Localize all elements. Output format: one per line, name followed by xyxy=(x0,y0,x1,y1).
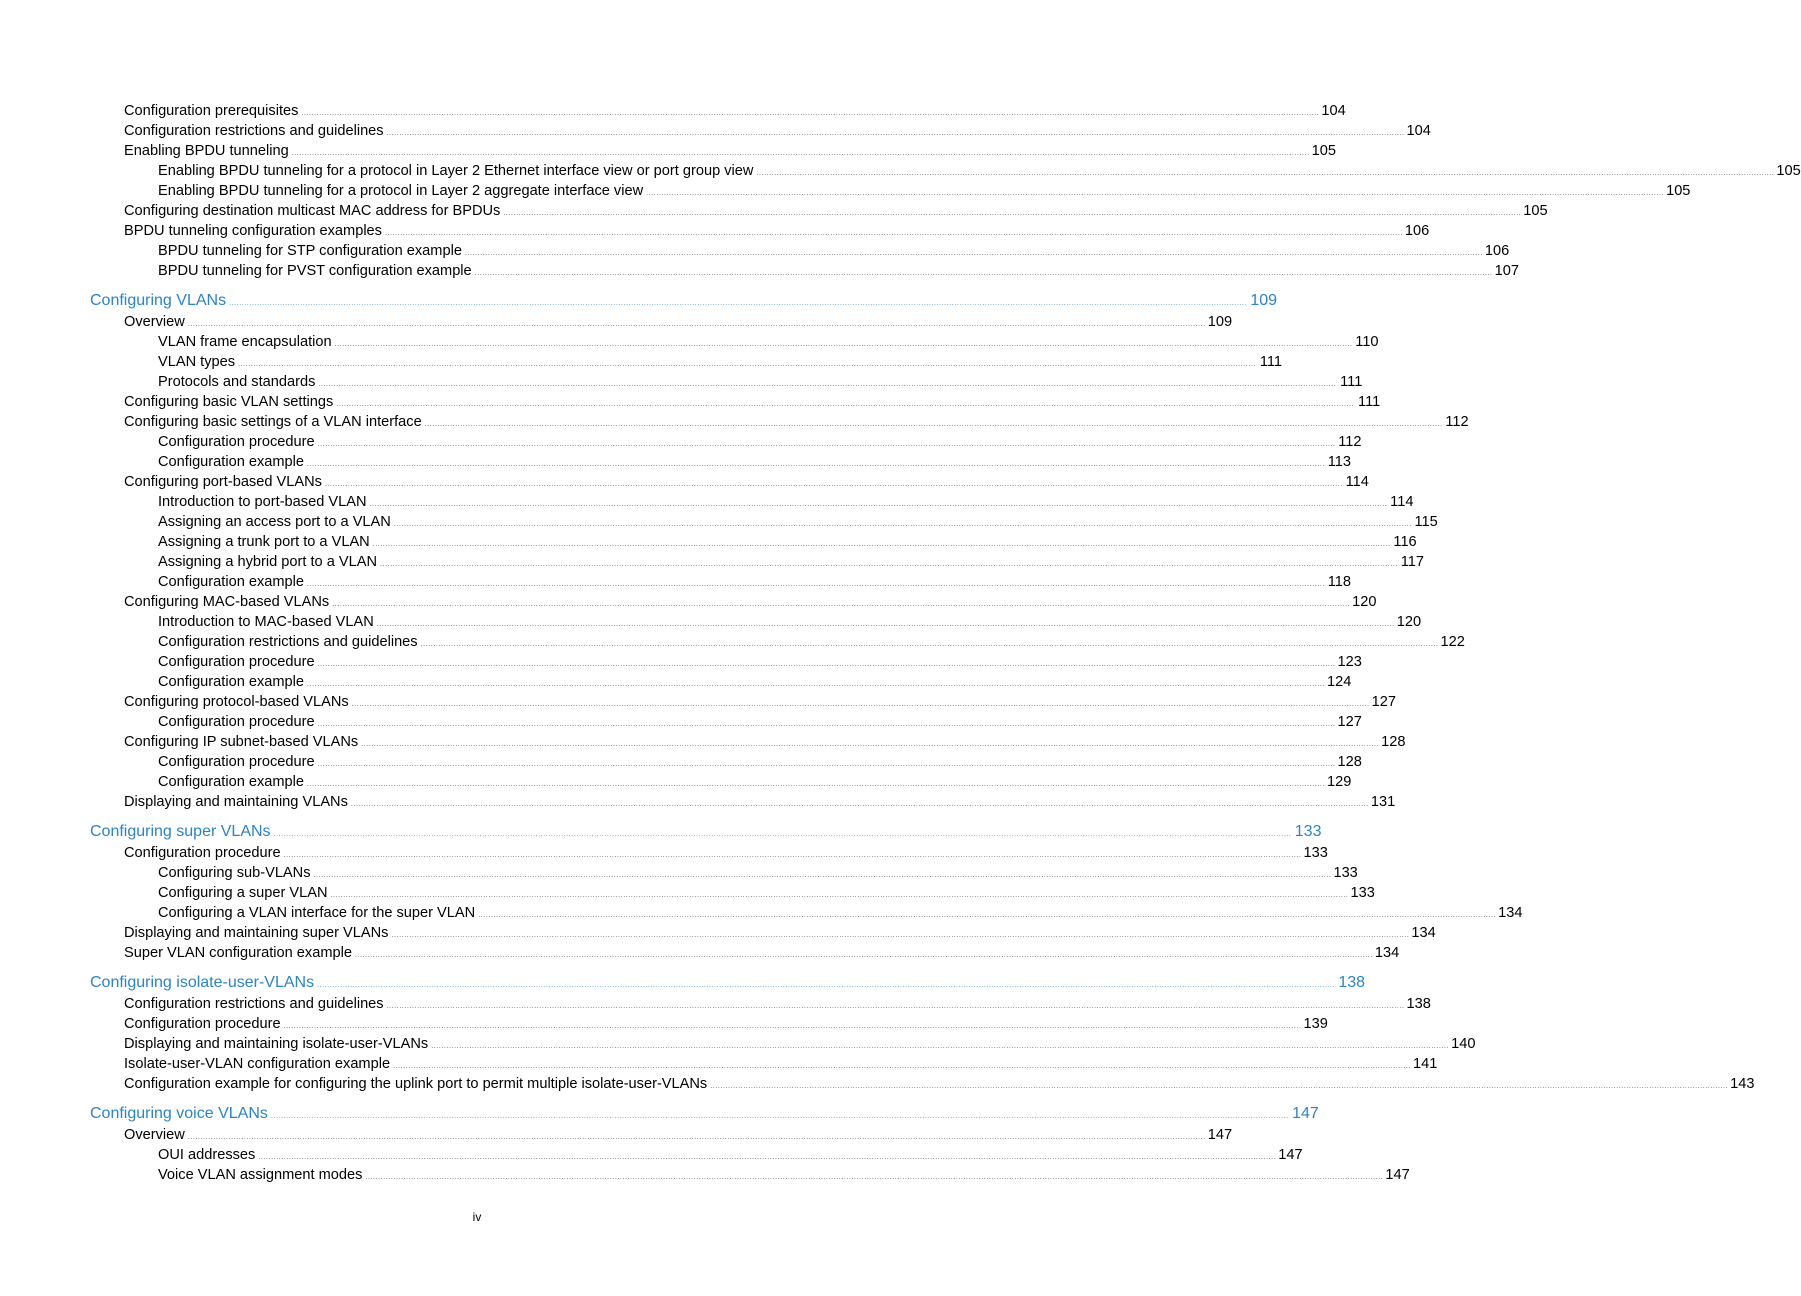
toc-entry-title: Configuration example xyxy=(158,454,305,470)
toc-entry-title: Displaying and maintaining super VLANs xyxy=(124,925,389,941)
toc-entry[interactable] xyxy=(158,241,1510,261)
toc-entry-page: 111 xyxy=(1358,394,1381,410)
dot-leader: ................................................................................................................................................................................................................................................................................................................................................................................................................ xyxy=(365,1174,1384,1181)
dot-leader: ................................................................................................................................................................................................................................................................................................................................................................................................................ xyxy=(756,170,1775,177)
dot-leader: ................................................................................................................................................................................................................................................................................................................................................................................................................ xyxy=(336,401,1355,408)
toc-entry-title: BPDU tunneling for PVST configuration example xyxy=(158,263,472,279)
toc-entry[interactable] xyxy=(158,572,1351,592)
dot-leader: ................................................................................................................................................................................................................................................................................................................................................................................................................ xyxy=(258,1154,1277,1161)
dot-leader: ................................................................................................................................................................................................................................................................................................................................................................................................................ xyxy=(187,321,1206,328)
dot-leader: ................................................................................................................................................................................................................................................................................................................................................................................................................ xyxy=(372,541,1391,548)
toc-entry-page: 117 xyxy=(1400,554,1424,570)
dot-leader: ................................................................................................................................................................................................................................................................................................................................................................................................................ xyxy=(386,1003,1405,1010)
dot-leader: ................................................................................................................................................................................................................................................................................................................................................................................................................ xyxy=(318,381,1337,388)
toc-entry-page: 107 xyxy=(1494,263,1519,279)
toc-entry-title: Configuring super VLANs xyxy=(90,823,271,840)
toc-entry[interactable] xyxy=(124,201,1548,221)
toc-entry-title: Configuring basic settings of a VLAN interface xyxy=(124,414,422,430)
toc-entry-title: Configuration example for configuring the uplink port to permit multiple isolate-user-VLANs xyxy=(124,1076,708,1092)
toc-entry-title: Super VLAN configuration example xyxy=(124,945,352,961)
dot-leader: ................................................................................................................................................................................................................................................................................................................................................................................................................ xyxy=(317,982,1336,989)
toc-entry[interactable] xyxy=(158,672,1352,692)
toc-entry[interactable] xyxy=(124,101,1346,121)
toc-entry-page: 115 xyxy=(1414,514,1438,530)
toc-entry-title: Configuration procedure xyxy=(158,754,315,770)
toc-entry-title: Configuring isolate-user-VLANs xyxy=(90,974,315,991)
dot-leader: ................................................................................................................................................................................................................................................................................................................................................................................................................ xyxy=(238,361,1256,368)
dot-leader: ................................................................................................................................................................................................................................................................................................................................................................................................................ xyxy=(380,561,1398,568)
toc-entry-page: 133 xyxy=(1350,885,1375,901)
toc-entry-title: Configuring basic VLAN settings xyxy=(124,394,334,410)
toc-entry-page: 139 xyxy=(1303,1016,1328,1032)
toc-entry[interactable] xyxy=(158,161,1801,181)
toc-entry-title: VLAN frame encapsulation xyxy=(158,334,332,350)
toc-entry-title: Voice VLAN assignment modes xyxy=(158,1167,363,1183)
toc-entry-page: 133 xyxy=(1294,823,1322,840)
toc-entry-page: 105 xyxy=(1776,163,1801,179)
toc-entry[interactable] xyxy=(124,923,1436,943)
toc-entry-page: 114 xyxy=(1390,494,1414,510)
dot-leader: ................................................................................................................................................................................................................................................................................................................................................................................................................ xyxy=(301,110,1320,117)
dot-leader: ................................................................................................................................................................................................................................................................................................................................................................................................................ xyxy=(503,210,1522,217)
toc-entry-title: Configuring IP subnet-based VLANs xyxy=(124,734,359,750)
toc-entry[interactable] xyxy=(158,261,1519,281)
toc-entry-page: 106 xyxy=(1404,223,1430,239)
toc-entry-page: 131 xyxy=(1370,794,1396,810)
dot-leader: ................................................................................................................................................................................................................................................................................................................................................................................................................ xyxy=(307,581,1325,588)
dot-leader: ................................................................................................................................................................................................................................................................................................................................................................................................................ xyxy=(384,230,1403,237)
toc-entry-title: Configuring sub-VLANs xyxy=(158,865,311,881)
dot-leader: ................................................................................................................................................................................................................................................................................................................................................................................................................ xyxy=(324,481,1343,488)
dot-leader: ................................................................................................................................................................................................................................................................................................................................................................................................................ xyxy=(273,831,1292,838)
toc-entry-page: 109 xyxy=(1207,314,1233,330)
toc-entry[interactable] xyxy=(124,994,1431,1014)
dot-leader: ................................................................................................................................................................................................................................................................................................................................................................................................................ xyxy=(431,1043,1450,1050)
toc-entry-title: Configuring voice VLANs xyxy=(90,1105,268,1122)
toc-entry-page: 134 xyxy=(1411,925,1436,941)
toc-entry-title: Configuration procedure xyxy=(124,845,281,861)
toc-entry-page: 147 xyxy=(1207,1127,1233,1143)
toc-entry[interactable] xyxy=(124,943,1400,963)
toc-entry[interactable] xyxy=(158,863,1358,883)
toc-entry-title: Configuration procedure xyxy=(124,1016,281,1032)
toc-entry[interactable] xyxy=(124,843,1328,863)
toc-entry-title: Configuration prerequisites xyxy=(124,103,299,119)
toc-entry[interactable] xyxy=(158,1145,1303,1165)
dot-leader: ................................................................................................................................................................................................................................................................................................................................................................................................................ xyxy=(330,892,1349,899)
toc-entry-page: 134 xyxy=(1498,905,1523,921)
toc-entry-page: 112 xyxy=(1445,414,1469,430)
toc-entry[interactable] xyxy=(158,452,1351,472)
toc-entry-page: 116 xyxy=(1393,534,1417,550)
toc-entry-page: 111 xyxy=(1259,354,1282,370)
toc-entry-title: Configuring a super VLAN xyxy=(158,885,328,901)
toc-entry[interactable] xyxy=(158,552,1424,572)
toc-entry-page: 127 xyxy=(1371,694,1397,710)
toc-entry-title: Assigning an access port to a VLAN xyxy=(158,514,391,530)
toc-entry[interactable] xyxy=(158,772,1352,792)
toc-entry-title: Configuration restrictions and guidelines xyxy=(124,996,384,1012)
dot-leader: ................................................................................................................................................................................................................................................................................................................................................................................................................ xyxy=(420,641,1439,648)
toc-chapter-entry[interactable] xyxy=(90,973,1366,993)
toc-entry-title: Enabling BPDU tunneling for a protocol in Layer 2 Ethernet interface view or port group view xyxy=(158,163,754,179)
dot-leader: ................................................................................................................................................................................................................................................................................................................................................................................................................ xyxy=(313,872,1332,879)
dot-leader: ................................................................................................................................................................................................................................................................................................................................................................................................................ xyxy=(393,521,1412,528)
dot-leader: ................................................................................................................................................................................................................................................................................................................................................................................................................ xyxy=(351,701,1370,708)
dot-leader: ................................................................................................................................................................................................................................................................................................................................................................................................................ xyxy=(317,761,1336,768)
toc-entry[interactable] xyxy=(124,141,1336,161)
toc-entry-title: Displaying and maintaining isolate-user-VLANs xyxy=(124,1036,429,1052)
toc-entry[interactable] xyxy=(124,792,1396,812)
toc-entry[interactable] xyxy=(158,612,1422,632)
toc-entry-title: Enabling BPDU tunneling xyxy=(124,143,289,159)
dot-leader: ................................................................................................................................................................................................................................................................................................................................................................................................................ xyxy=(229,300,1248,307)
toc-entry[interactable] xyxy=(124,412,1469,432)
dot-leader: ................................................................................................................................................................................................................................................................................................................................................................................................................ xyxy=(354,952,1373,959)
toc-entry[interactable] xyxy=(124,392,1381,412)
toc-entry-title: Configuring MAC-based VLANs xyxy=(124,594,330,610)
toc-entry-title: BPDU tunneling for STP configuration example xyxy=(158,243,462,259)
toc-entry[interactable] xyxy=(124,1014,1328,1034)
dot-leader: ................................................................................................................................................................................................................................................................................................................................................................................................................ xyxy=(283,1023,1302,1030)
toc-entry[interactable] xyxy=(158,332,1379,352)
dot-leader: ................................................................................................................................................................................................................................................................................................................................................................................................................ xyxy=(710,1083,1729,1090)
toc-entry-page: 106 xyxy=(1484,243,1510,259)
toc-entry-title: Configuration restrictions and guidelines xyxy=(158,634,418,650)
toc-entry-title: BPDU tunneling configuration examples xyxy=(124,223,382,239)
dot-leader: ................................................................................................................................................................................................................................................................................................................................................................................................................ xyxy=(317,441,1336,448)
dot-leader: ................................................................................................................................................................................................................................................................................................................................................................................................................ xyxy=(307,681,1325,688)
toc-entry-page: 147 xyxy=(1385,1167,1410,1183)
toc-entry-page: 123 xyxy=(1337,654,1362,670)
toc-entry-page: 105 xyxy=(1311,143,1336,159)
toc-entry-title: Configuration restrictions and guidelines xyxy=(124,123,384,139)
toc-chapter-entry[interactable] xyxy=(90,291,1278,311)
toc-entry[interactable] xyxy=(158,492,1414,512)
toc-entry-title: OUI addresses xyxy=(158,1147,256,1163)
toc-entry-title: Isolate-user-VLAN configuration example xyxy=(124,1056,391,1072)
toc-entry[interactable] xyxy=(158,432,1362,452)
toc-entry-page: 118 xyxy=(1327,574,1351,590)
toc-entry[interactable] xyxy=(124,592,1377,612)
dot-leader: ................................................................................................................................................................................................................................................................................................................................................................................................................ xyxy=(646,190,1665,197)
toc-entry-title: Overview xyxy=(124,314,185,330)
dot-leader: ................................................................................................................................................................................................................................................................................................................................................................................................................ xyxy=(270,1113,1289,1120)
toc-entry-page: 134 xyxy=(1374,945,1400,961)
toc-entry-title: Assigning a trunk port to a VLAN xyxy=(158,534,370,550)
toc-entry-title: Assigning a hybrid port to a VLAN xyxy=(158,554,378,570)
toc-entry-page: 109 xyxy=(1250,292,1278,309)
toc-entry[interactable] xyxy=(124,1034,1476,1054)
toc-entry-page: 129 xyxy=(1326,774,1352,790)
dot-leader: ................................................................................................................................................................................................................................................................................................................................................................................................................ xyxy=(350,801,1369,808)
toc-entry-page: 124 xyxy=(1326,674,1352,690)
toc-entry-title: Configuration procedure xyxy=(158,654,315,670)
toc-entry[interactable] xyxy=(158,752,1362,772)
toc-entry-title: Introduction to port-based VLAN xyxy=(158,494,367,510)
toc-entry[interactable] xyxy=(124,732,1406,752)
page-number: iv xyxy=(472,1210,482,1224)
toc-entry-title: Displaying and maintaining VLANs xyxy=(124,794,348,810)
toc-entry[interactable] xyxy=(158,1165,1410,1185)
toc-entry-page: 141 xyxy=(1413,1056,1438,1072)
dot-leader: ................................................................................................................................................................................................................................................................................................................................................................................................................ xyxy=(391,932,1410,939)
toc-entry-page: 113 xyxy=(1327,454,1351,470)
toc-entry-title: Configuration example xyxy=(158,574,305,590)
dot-leader: ................................................................................................................................................................................................................................................................................................................................................................................................................ xyxy=(307,781,1325,788)
toc-entry[interactable] xyxy=(124,1054,1438,1074)
toc-entry-page: 128 xyxy=(1337,754,1362,770)
toc-entry-title: Introduction to MAC-based VLAN xyxy=(158,614,374,630)
toc-entry[interactable] xyxy=(158,652,1362,672)
dot-leader: ................................................................................................................................................................................................................................................................................................................................................................................................................ xyxy=(187,1134,1206,1141)
toc-entry[interactable] xyxy=(158,512,1438,532)
toc-entry-page: 140 xyxy=(1451,1036,1476,1052)
toc-entry-page: 138 xyxy=(1406,996,1431,1012)
toc-entry-page: 114 xyxy=(1345,474,1369,490)
dot-leader: ................................................................................................................................................................................................................................................................................................................................................................................................................ xyxy=(291,150,1310,157)
toc-entry[interactable] xyxy=(124,312,1233,332)
toc-entry-page: 138 xyxy=(1338,974,1366,991)
toc-entry-page: 105 xyxy=(1523,203,1548,219)
toc-entry[interactable] xyxy=(158,352,1282,372)
toc-entry[interactable] xyxy=(124,121,1431,141)
toc-entry-title: Configuration procedure xyxy=(158,434,315,450)
toc-entry-title: Configuring VLANs xyxy=(90,292,227,309)
dot-leader: ................................................................................................................................................................................................................................................................................................................................................................................................................ xyxy=(464,250,1483,257)
toc-entry[interactable] xyxy=(158,181,1691,201)
toc-entry[interactable] xyxy=(124,1074,1755,1094)
toc-entry-page: 112 xyxy=(1338,434,1362,450)
toc-entry-title: Configuring port-based VLANs xyxy=(124,474,322,490)
toc-chapter-entry[interactable] xyxy=(90,822,1322,842)
dot-leader: ................................................................................................................................................................................................................................................................................................................................................................................................................ xyxy=(361,741,1380,748)
dot-leader: ................................................................................................................................................................................................................................................................................................................................................................................................................ xyxy=(317,721,1336,728)
toc-entry-title: Configuration procedure xyxy=(158,714,315,730)
toc-entry-title: Configuration example xyxy=(158,674,305,690)
dot-leader: ................................................................................................................................................................................................................................................................................................................................................................................................................ xyxy=(369,501,1388,508)
dot-leader: ................................................................................................................................................................................................................................................................................................................................................................................................................ xyxy=(424,421,1443,428)
toc-entry-page: 105 xyxy=(1666,183,1691,199)
toc-entry[interactable] xyxy=(124,692,1397,712)
dot-leader: ................................................................................................................................................................................................................................................................................................................................................................................................................ xyxy=(307,461,1325,468)
toc-entry-page: 120 xyxy=(1396,614,1422,630)
toc-entry[interactable] xyxy=(158,632,1465,652)
dot-leader: ................................................................................................................................................................................................................................................................................................................................................................................................................ xyxy=(334,341,1353,348)
toc-entry-page: 133 xyxy=(1333,865,1358,881)
toc-entry-page: 147 xyxy=(1278,1147,1303,1163)
toc-entry-page: 111 xyxy=(1340,374,1363,390)
toc-entry[interactable] xyxy=(158,532,1417,552)
toc-entry-page: 120 xyxy=(1352,594,1377,610)
toc-entry-title: Configuring protocol-based VLANs xyxy=(124,694,349,710)
dot-leader: ................................................................................................................................................................................................................................................................................................................................................................................................................ xyxy=(478,912,1497,919)
toc-entry-page: 143 xyxy=(1730,1076,1755,1092)
dot-leader: ................................................................................................................................................................................................................................................................................................................................................................................................................ xyxy=(317,661,1336,668)
toc-entry-page: 104 xyxy=(1406,123,1431,139)
dot-leader: ................................................................................................................................................................................................................................................................................................................................................................................................................ xyxy=(376,621,1395,628)
toc-entry-title: Overview xyxy=(124,1127,185,1143)
toc-entry-page: 104 xyxy=(1321,103,1346,119)
toc-entry-page: 133 xyxy=(1303,845,1328,861)
toc-entry[interactable] xyxy=(158,903,1523,923)
toc-entry-title: Protocols and standards xyxy=(158,374,316,390)
toc-entry-title: Configuration example xyxy=(158,774,305,790)
toc-entry[interactable] xyxy=(124,221,1430,241)
toc-entry-title: Enabling BPDU tunneling for a protocol in Layer 2 aggregate interface view xyxy=(158,183,644,199)
dot-leader: ................................................................................................................................................................................................................................................................................................................................................................................................................ xyxy=(332,601,1351,608)
toc-entry-page: 128 xyxy=(1381,734,1406,750)
dot-leader: ................................................................................................................................................................................................................................................................................................................................................................................................................ xyxy=(386,130,1405,137)
toc-entry[interactable] xyxy=(158,712,1362,732)
toc-entry-page: 122 xyxy=(1440,634,1465,650)
toc-entry-title: Configuring a VLAN interface for the super VLAN xyxy=(158,905,476,921)
toc-entry-page: 127 xyxy=(1337,714,1362,730)
toc-entry-title: Configuring destination multicast MAC address for BPDUs xyxy=(124,203,501,219)
toc-chapter-entry[interactable] xyxy=(90,1104,1319,1124)
toc-entry[interactable] xyxy=(124,472,1369,492)
dot-leader: ................................................................................................................................................................................................................................................................................................................................................................................................................ xyxy=(283,852,1302,859)
dot-leader: ................................................................................................................................................................................................................................................................................................................................................................................................................ xyxy=(393,1063,1412,1070)
toc-entry-title: VLAN types xyxy=(158,354,236,370)
toc-entry[interactable] xyxy=(158,883,1375,903)
toc-entry-page: 110 xyxy=(1355,334,1379,350)
toc-entry[interactable] xyxy=(124,1125,1233,1145)
toc-entry-page: 147 xyxy=(1292,1105,1319,1122)
dot-leader: ................................................................................................................................................................................................................................................................................................................................................................................................................ xyxy=(474,270,1493,277)
toc-entry[interactable] xyxy=(158,372,1363,392)
